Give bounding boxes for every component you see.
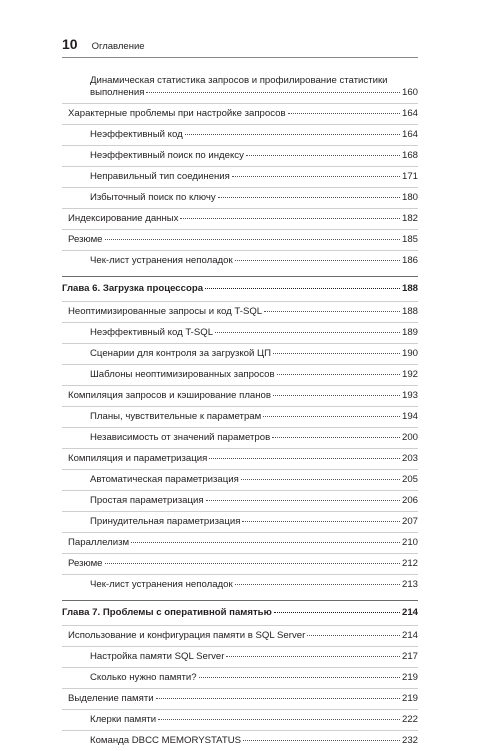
toc-entry [62, 646, 418, 667]
toc-entry-page: 210 [401, 537, 418, 548]
toc-entry [62, 364, 418, 385]
dot-leader [246, 155, 400, 156]
page-header [62, 36, 418, 52]
toc-entry-title: Планы, чувствительные к параметрам [90, 411, 262, 422]
toc-entry-line [68, 630, 418, 642]
dot-leader [146, 92, 400, 93]
toc-entry [62, 667, 418, 688]
toc-entry-title: выполнения [90, 87, 145, 98]
toc-entry-title: Автоматическая параметризация [90, 474, 239, 485]
dot-leader [243, 740, 400, 741]
toc-entry-title: Компиляция и параметризация [68, 453, 208, 464]
toc-entry-title: Сколько нужно памяти? [90, 672, 197, 683]
dot-leader [272, 437, 400, 438]
toc-entry [62, 730, 418, 751]
toc-entry [62, 625, 418, 646]
toc-entry-title: Характерные проблемы при настройке запросов [68, 108, 286, 119]
dot-leader [156, 698, 400, 699]
toc-entry-title: Чек-лист устранения неполадок [90, 255, 233, 266]
dot-leader [264, 311, 400, 312]
dot-leader [263, 416, 400, 417]
header-rule [62, 57, 418, 58]
toc-entry [62, 208, 418, 229]
dot-leader [307, 635, 400, 636]
toc-entry-line [90, 150, 418, 162]
toc-entry-page: 193 [401, 390, 418, 401]
toc-entry-title: Принудительная параметризация [90, 516, 241, 527]
toc-entry-title: Глава 6. Загрузка процессора [62, 283, 204, 294]
toc-entry [62, 250, 418, 274]
toc-entry [62, 145, 418, 166]
toc-entry [62, 343, 418, 364]
toc-entry-page: 192 [401, 369, 418, 380]
toc-entry-title: Компиляция запросов и кэширование планов [68, 390, 271, 401]
toc-entry [62, 490, 418, 511]
dot-leader [105, 563, 400, 564]
toc-entry [62, 709, 418, 730]
toc-entry [62, 532, 418, 553]
toc-entry-page: 168 [401, 150, 418, 161]
toc-entry-line [90, 348, 418, 360]
toc-entry-page: 189 [401, 327, 418, 338]
dot-leader [105, 239, 400, 240]
toc-entry-page: 171 [401, 171, 418, 182]
toc-entry [62, 469, 418, 490]
toc-entry [62, 301, 418, 322]
toc-entry [62, 385, 418, 406]
toc-entry-title: Индексирование данных [68, 213, 179, 224]
toc-entry-line [90, 87, 418, 99]
toc-entry [62, 511, 418, 532]
toc-entry-title: Клерки памяти [90, 714, 157, 725]
toc-entry-page: 213 [401, 579, 418, 590]
toc-entry [62, 574, 418, 598]
toc-entry-page: 205 [401, 474, 418, 485]
toc-entry-page: 214 [401, 630, 418, 641]
toc-entry-page: 164 [401, 108, 418, 119]
dot-leader [235, 584, 400, 585]
dot-leader [235, 260, 400, 261]
dot-leader [180, 218, 400, 219]
dot-leader [226, 656, 400, 657]
dot-leader [185, 134, 400, 135]
toc-entry-line [68, 234, 418, 246]
toc-entry-line [62, 283, 418, 295]
toc-entry-line [68, 558, 418, 570]
toc-entry-title: Неправильный тип соединения [90, 171, 230, 182]
table-of-contents [62, 62, 418, 751]
toc-entry-title: Использование и конфигурация памяти в SQL Server [68, 630, 306, 641]
toc-entry-title: Простая параметризация [90, 495, 204, 506]
dot-leader [215, 332, 400, 333]
toc-entry-line [68, 390, 418, 402]
toc-chapter-entry [62, 276, 418, 301]
toc-entry-line [90, 579, 418, 591]
toc-entry-page: 182 [401, 213, 418, 224]
toc-entry-page: 217 [401, 651, 418, 662]
running-title: Оглавление [91, 41, 145, 52]
toc-entry-title: Выделение памяти [68, 693, 154, 704]
toc-entry-line [68, 213, 418, 225]
toc-entry-page: 232 [401, 735, 418, 746]
toc-entry [62, 322, 418, 343]
toc-entry-line [90, 369, 418, 381]
toc-entry-line [68, 453, 418, 465]
toc-entry-line [90, 714, 418, 726]
toc-entry-title: Резюме [68, 234, 103, 245]
toc-entry [62, 124, 418, 145]
toc-entry [62, 229, 418, 250]
toc-entry-page: 185 [401, 234, 418, 245]
toc-entry-page: 203 [401, 453, 418, 464]
dot-leader [131, 542, 400, 543]
dot-leader [206, 500, 400, 501]
toc-entry-page: 180 [401, 192, 418, 203]
toc-entry-title: Неэффективный поиск по индексу [90, 150, 244, 161]
toc-entry-line [68, 537, 418, 549]
toc-entry-title: Неэффективный код [90, 129, 183, 140]
toc-entry-line [90, 672, 418, 684]
toc-entry-line [90, 129, 418, 141]
toc-entry-page: 194 [401, 411, 418, 422]
dot-leader [273, 395, 400, 396]
toc-entry [62, 103, 418, 124]
toc-entry-title: Параллелизм [68, 537, 130, 548]
dot-leader [205, 288, 400, 289]
toc-entry [62, 406, 418, 427]
toc-entry [62, 62, 418, 103]
toc-entry-title: Настройка памяти SQL Server [90, 651, 225, 662]
toc-entry-page: 200 [401, 432, 418, 443]
toc-entry-line [90, 432, 418, 444]
dot-leader [274, 612, 400, 613]
toc-entry-line [90, 495, 418, 507]
dot-leader [277, 374, 400, 375]
page-number: 10 [62, 36, 78, 52]
toc-entry-line [68, 108, 418, 120]
toc-entry [62, 166, 418, 187]
toc-entry-title: Глава 7. Проблемы с оперативной памятью [62, 607, 272, 618]
toc-entry-title: Сценарии для контроля за загрузкой ЦП [90, 348, 272, 359]
toc-entry-title: Неоптимизированные запросы и код T-SQL [68, 306, 263, 317]
toc-entry-title: Шаблоны неоптимизированных запросов [90, 369, 275, 380]
toc-entry-title: Чек-лист устранения неполадок [90, 579, 233, 590]
toc-entry-line [68, 306, 418, 318]
toc-entry-line [90, 327, 418, 339]
toc-entry-title: Команда DBCC MEMORYSTATUS [90, 735, 242, 746]
toc-entry-title: Независимость от значений параметров [90, 432, 271, 443]
toc-entry-line [90, 255, 418, 267]
toc-entry [62, 187, 418, 208]
dot-leader [209, 458, 400, 459]
toc-chapter-entry [62, 600, 418, 625]
dot-leader [273, 353, 400, 354]
toc-entry-page: 206 [401, 495, 418, 506]
toc-entry-page: 186 [401, 255, 418, 266]
toc-entry-page: 212 [401, 558, 418, 569]
toc-entry-page: 164 [401, 129, 418, 140]
dot-leader [242, 521, 400, 522]
toc-entry-line [90, 411, 418, 423]
toc-entry-line [90, 474, 418, 486]
toc-entry [62, 688, 418, 709]
dot-leader [241, 479, 400, 480]
toc-entry-line [90, 516, 418, 528]
toc-entry [62, 427, 418, 448]
dot-leader [288, 113, 400, 114]
dot-leader [232, 176, 400, 177]
toc-entry-line [90, 735, 418, 747]
toc-entry-page: 219 [401, 672, 418, 683]
toc-entry-line [90, 192, 418, 204]
toc-entry-line [62, 607, 418, 619]
toc-entry-line [90, 171, 418, 183]
toc-entry-page: 214 [401, 607, 418, 618]
toc-entry-title-line: Динамическая статистика запросов и профилирование статистики [90, 75, 388, 86]
toc-entry-title: Резюме [68, 558, 103, 569]
toc-entry-line [90, 651, 418, 663]
toc-entry-page: 188 [401, 283, 418, 294]
toc-entry-page: 219 [401, 693, 418, 704]
toc-entry-page: 222 [401, 714, 418, 725]
toc-entry [62, 448, 418, 469]
toc-entry-title: Избыточный поиск по ключу [90, 192, 216, 203]
toc-entry-page: 188 [401, 306, 418, 317]
dot-leader [199, 677, 400, 678]
toc-entry-page: 207 [401, 516, 418, 527]
toc-entry-title: Неэффективный код T-SQL [90, 327, 214, 338]
toc-entry-page: 190 [401, 348, 418, 359]
toc-entry [62, 553, 418, 574]
toc-entry-page: 160 [401, 87, 418, 98]
dot-leader [218, 197, 400, 198]
dot-leader [158, 719, 400, 720]
toc-entry-line [68, 693, 418, 705]
